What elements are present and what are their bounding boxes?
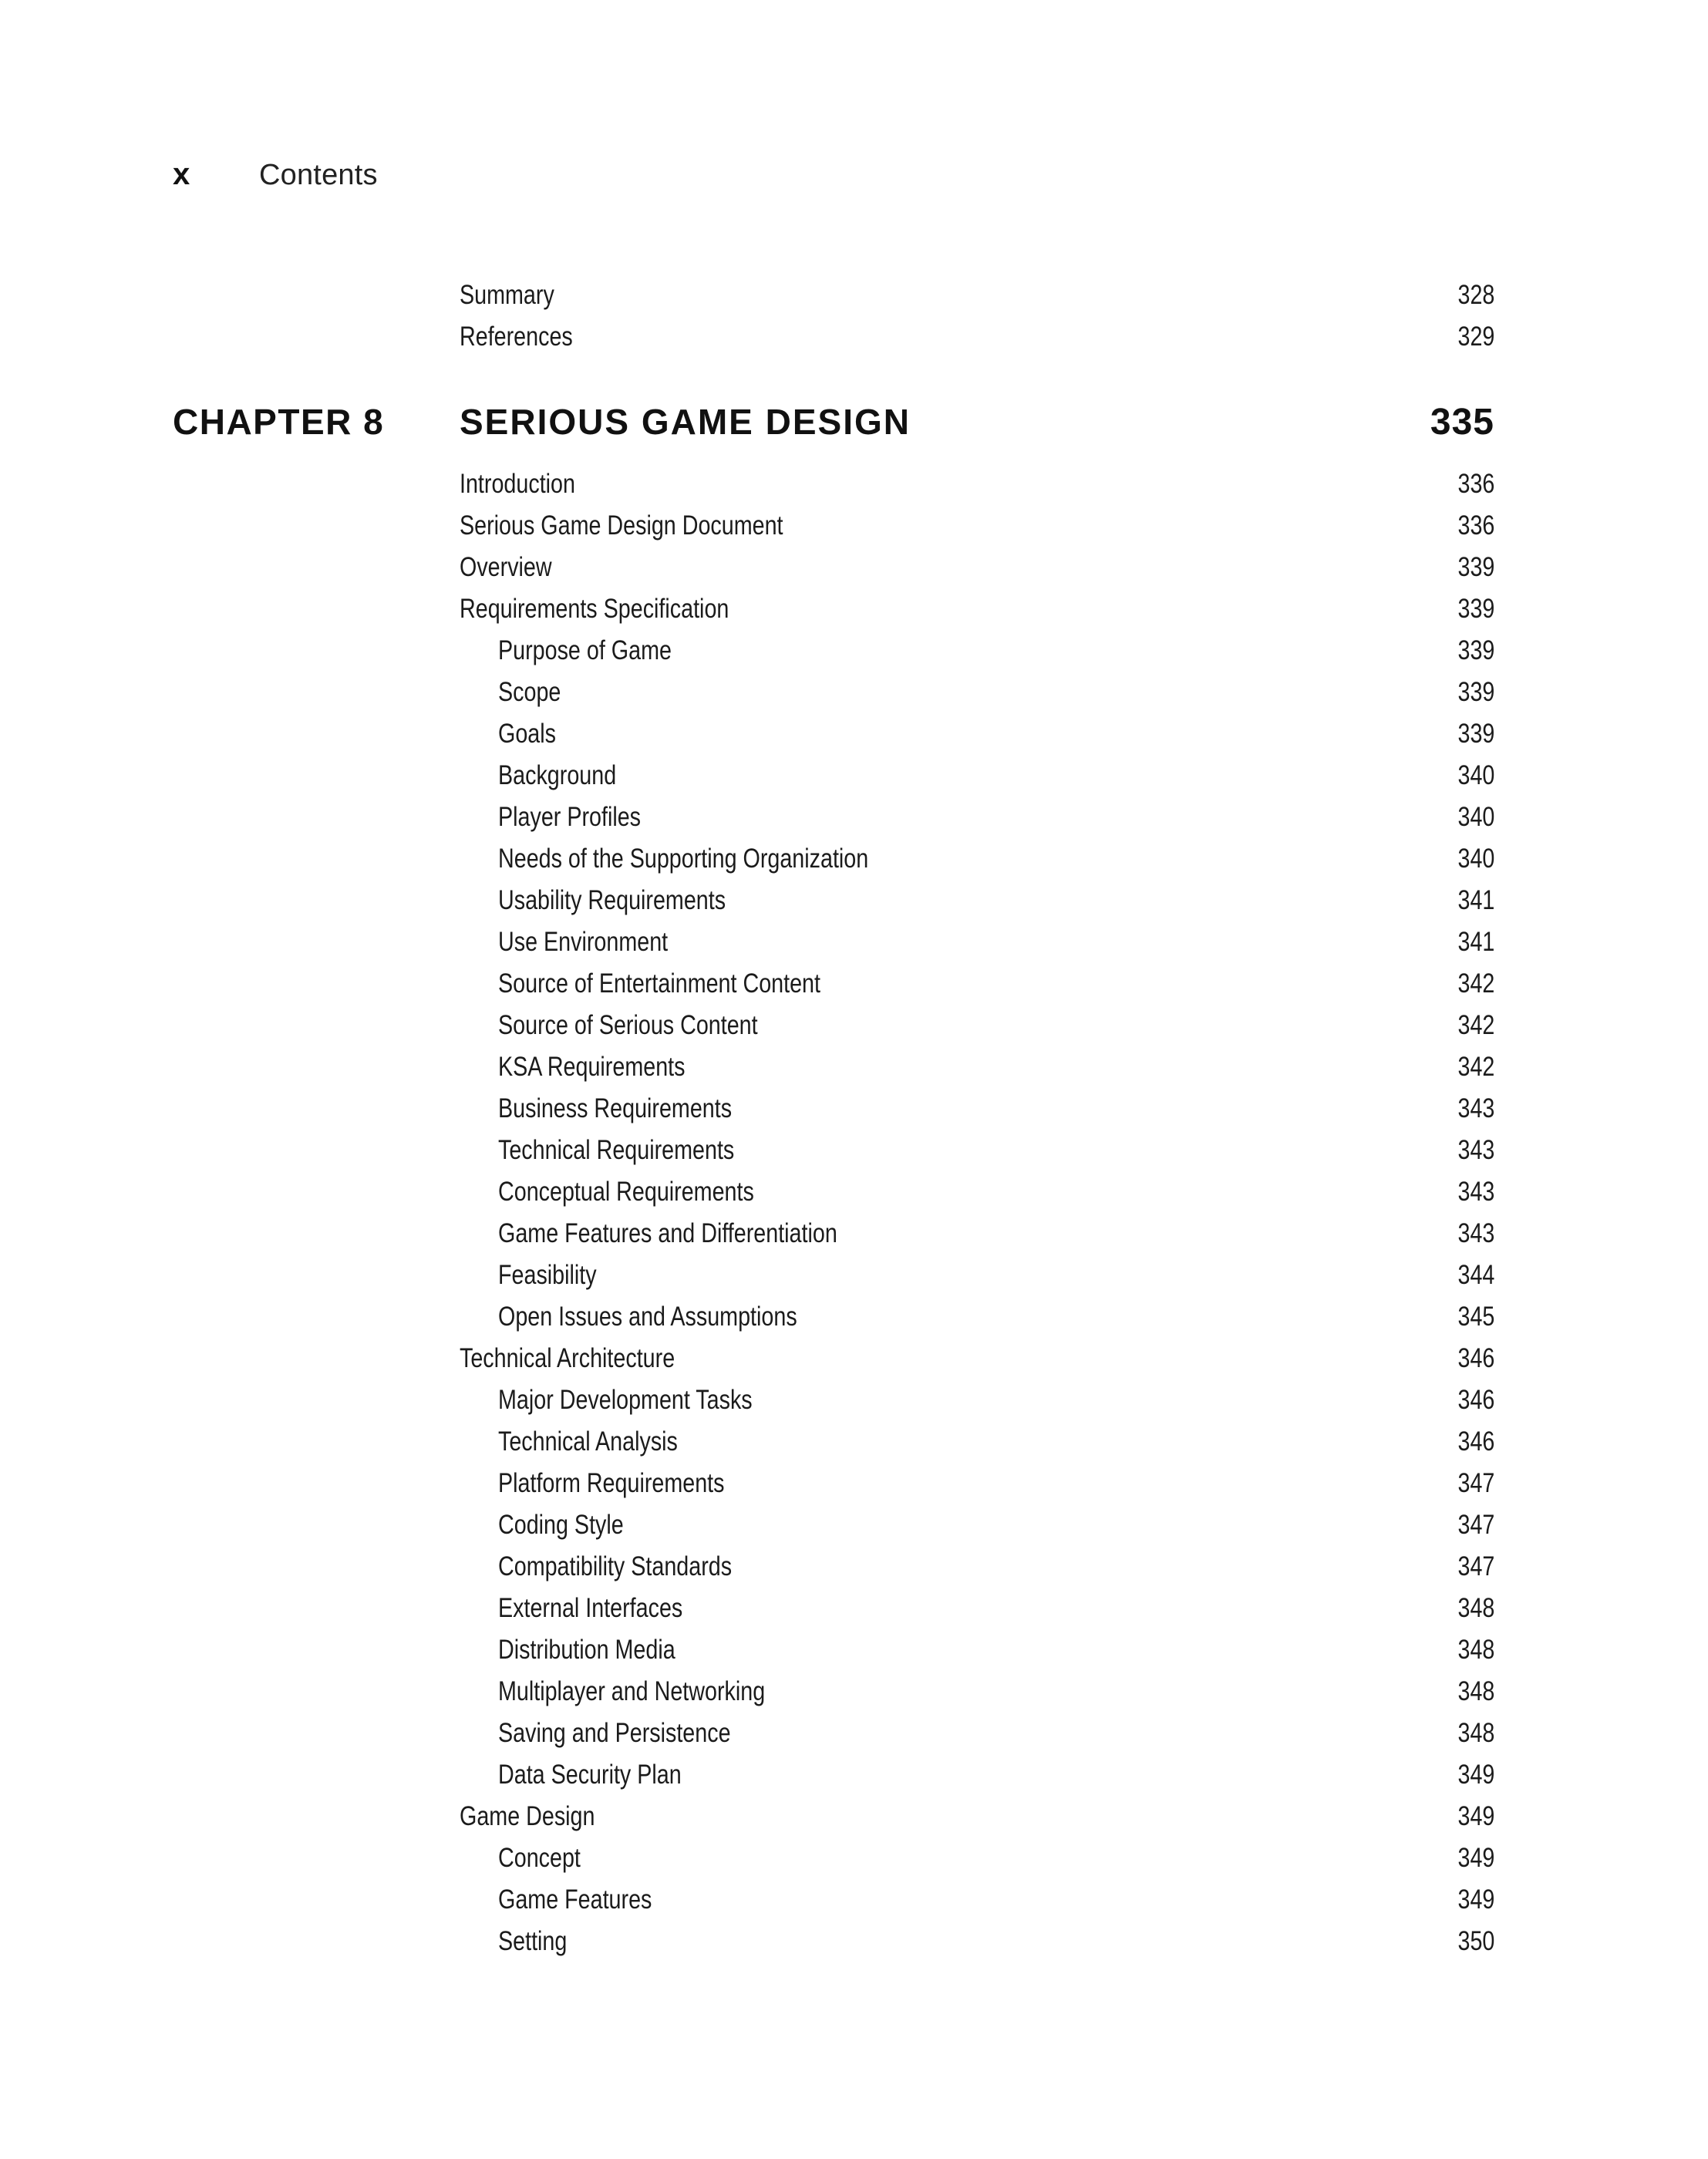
toc-entry [460,1288,1494,1330]
toc-entry-page: 343 [1457,1135,1494,1165]
toc-entry-page: 346 [1457,1343,1494,1373]
toc-entry-title: Summary [460,280,554,310]
toc-entry-page: 347 [1457,1468,1494,1498]
prior-entries-list [460,267,1494,350]
toc-entry-title: Conceptual Requirements [498,1177,754,1207]
toc-entry-page: 347 [1457,1551,1494,1581]
toc-entry-page: 339 [1457,594,1494,624]
toc-entry [460,997,1494,1039]
toc-entry-title: Game Features and Differentiation [498,1218,837,1248]
toc-entry-page: 349 [1457,1760,1494,1790]
toc-entry-page: 345 [1457,1302,1494,1332]
toc-entry-page: 343 [1457,1218,1494,1248]
toc-entry [460,914,1494,955]
toc-entry-title: Serious Game Design Document [460,510,783,541]
toc-entry [460,1497,1494,1538]
toc-entry-title: Use Environment [498,927,669,957]
toc-entry [460,1080,1494,1122]
toc-entry [460,1746,1494,1788]
toc-entry-page: 340 [1457,802,1494,832]
toc-entry [460,497,1494,539]
toc-entry-title: Player Profiles [498,802,642,832]
toc-entry-page: 343 [1457,1177,1494,1207]
toc-entry [460,1663,1494,1705]
toc-entry [460,1122,1494,1164]
toc-entry-title: Concept [498,1843,581,1873]
toc-entry [460,747,1494,789]
toc-entry-page: 342 [1457,1052,1494,1082]
toc-entry-title: Platform Requirements [498,1468,725,1498]
toc-entry-page: 339 [1457,635,1494,665]
toc-entry-page: 339 [1457,719,1494,749]
toc-entry-title: Multiplayer and Networking [498,1676,766,1706]
toc-entry-title: Compatibility Standards [498,1551,733,1581]
running-head [173,157,378,192]
chapter-label: CHAPTER 8 [173,402,385,442]
toc-entry-title: Source of Serious Content [498,1010,758,1040]
toc-entry-page: 349 [1457,1801,1494,1831]
toc-entry [460,1871,1494,1913]
toc-entry-title: Distribution Media [498,1635,675,1665]
toc-entry [460,1039,1494,1080]
toc-entry-title: Requirements Specification [460,594,729,624]
toc-entry-page: 349 [1457,1884,1494,1915]
toc-entry-title: KSA Requirements [498,1052,686,1082]
toc-entry [460,308,1494,350]
toc-entry [460,456,1494,497]
toc-entry-page: 346 [1457,1426,1494,1457]
toc-entry [460,1247,1494,1288]
toc-entry [460,622,1494,664]
toc-entry-title: Game Design [460,1801,595,1831]
toc-entry [460,1164,1494,1205]
toc-entry [460,1788,1494,1830]
toc-entry-page: 343 [1457,1093,1494,1123]
toc-entry [460,1455,1494,1497]
toc-entry [460,267,1494,308]
toc-entry-title: Source of Entertainment Content [498,968,820,999]
toc-entry-page: 340 [1457,760,1494,790]
toc-entry-title: Setting [498,1926,568,1956]
toc-entry [460,1622,1494,1663]
toc-entry [460,706,1494,747]
toc-entry-page: 348 [1457,1593,1494,1623]
toc-entry-title: Goals [498,719,556,749]
toc-entry [460,1705,1494,1746]
toc-entry-page: 340 [1457,844,1494,874]
page-number: x [173,157,190,191]
toc-entry-page: 348 [1457,1635,1494,1665]
toc-entry [460,955,1494,997]
toc-entry-title: Technical Requirements [498,1135,735,1165]
toc-entry [460,1205,1494,1247]
toc-entry-title: Coding Style [498,1510,624,1540]
toc-entry-title: Usability Requirements [498,885,726,915]
toc-entry-page: 346 [1457,1385,1494,1415]
toc-entry-title: Scope [498,677,561,707]
toc-entry-page: 344 [1457,1260,1494,1290]
toc-entry-title: Major Development Tasks [498,1385,753,1415]
toc-entry-page: 342 [1457,968,1494,999]
toc-entry-page: 347 [1457,1510,1494,1540]
toc-entry-page: 336 [1457,469,1494,499]
toc-entry-page: 341 [1457,885,1494,915]
toc-entry [460,581,1494,622]
toc-entry-page: 342 [1457,1010,1494,1040]
toc-entry-page: 329 [1457,322,1494,352]
toc-entry-title: Introduction [460,469,575,499]
toc-entry-title: Overview [460,552,552,582]
toc-entry-title: Technical Analysis [498,1426,678,1457]
toc-entry [460,872,1494,914]
toc-entry [460,539,1494,581]
toc-entry [460,1830,1494,1871]
toc-entry-page: 348 [1457,1676,1494,1706]
toc-entry-title: Needs of the Supporting Organization [498,844,869,874]
toc-entry [460,1330,1494,1372]
toc-entry [460,1413,1494,1455]
toc-entry-title: Saving and Persistence [498,1718,731,1748]
toc-entry [460,1580,1494,1622]
chapter-page-number: 335 [1430,402,1494,443]
toc-entry-title: External Interfaces [498,1593,683,1623]
running-title: Contents [259,159,378,191]
toc-entry-page: 341 [1457,927,1494,957]
toc-entry-title: Open Issues and Assumptions [498,1302,797,1332]
toc-entry [460,664,1494,706]
toc-entry [460,1538,1494,1580]
chapter-title: SERIOUS GAME DESIGN [460,402,911,442]
toc-entry [460,1913,1494,1955]
toc-entry [460,830,1494,872]
toc-entry-page: 348 [1457,1718,1494,1748]
toc-entry-page: 339 [1457,552,1494,582]
chapter-heading [173,401,1494,447]
toc-entry-title: Technical Architecture [460,1343,675,1373]
toc-entry-page: 350 [1457,1926,1494,1956]
toc-entry-title: Game Features [498,1884,652,1915]
toc-entry-page: 336 [1457,510,1494,541]
toc-entry-title: Business Requirements [498,1093,733,1123]
toc-entry-page: 349 [1457,1843,1494,1873]
chapter-entries-list [460,456,1494,1955]
toc-entry-title: Data Security Plan [498,1760,682,1790]
toc-entry-page: 339 [1457,677,1494,707]
toc-entry-title: Feasibility [498,1260,597,1290]
toc-entry [460,789,1494,830]
toc-entry-page: 328 [1457,280,1494,310]
toc-entry-title: Background [498,760,617,790]
toc-entry-title: References [460,322,573,352]
toc-entry-title: Purpose of Game [498,635,672,665]
toc-entry [460,1372,1494,1413]
